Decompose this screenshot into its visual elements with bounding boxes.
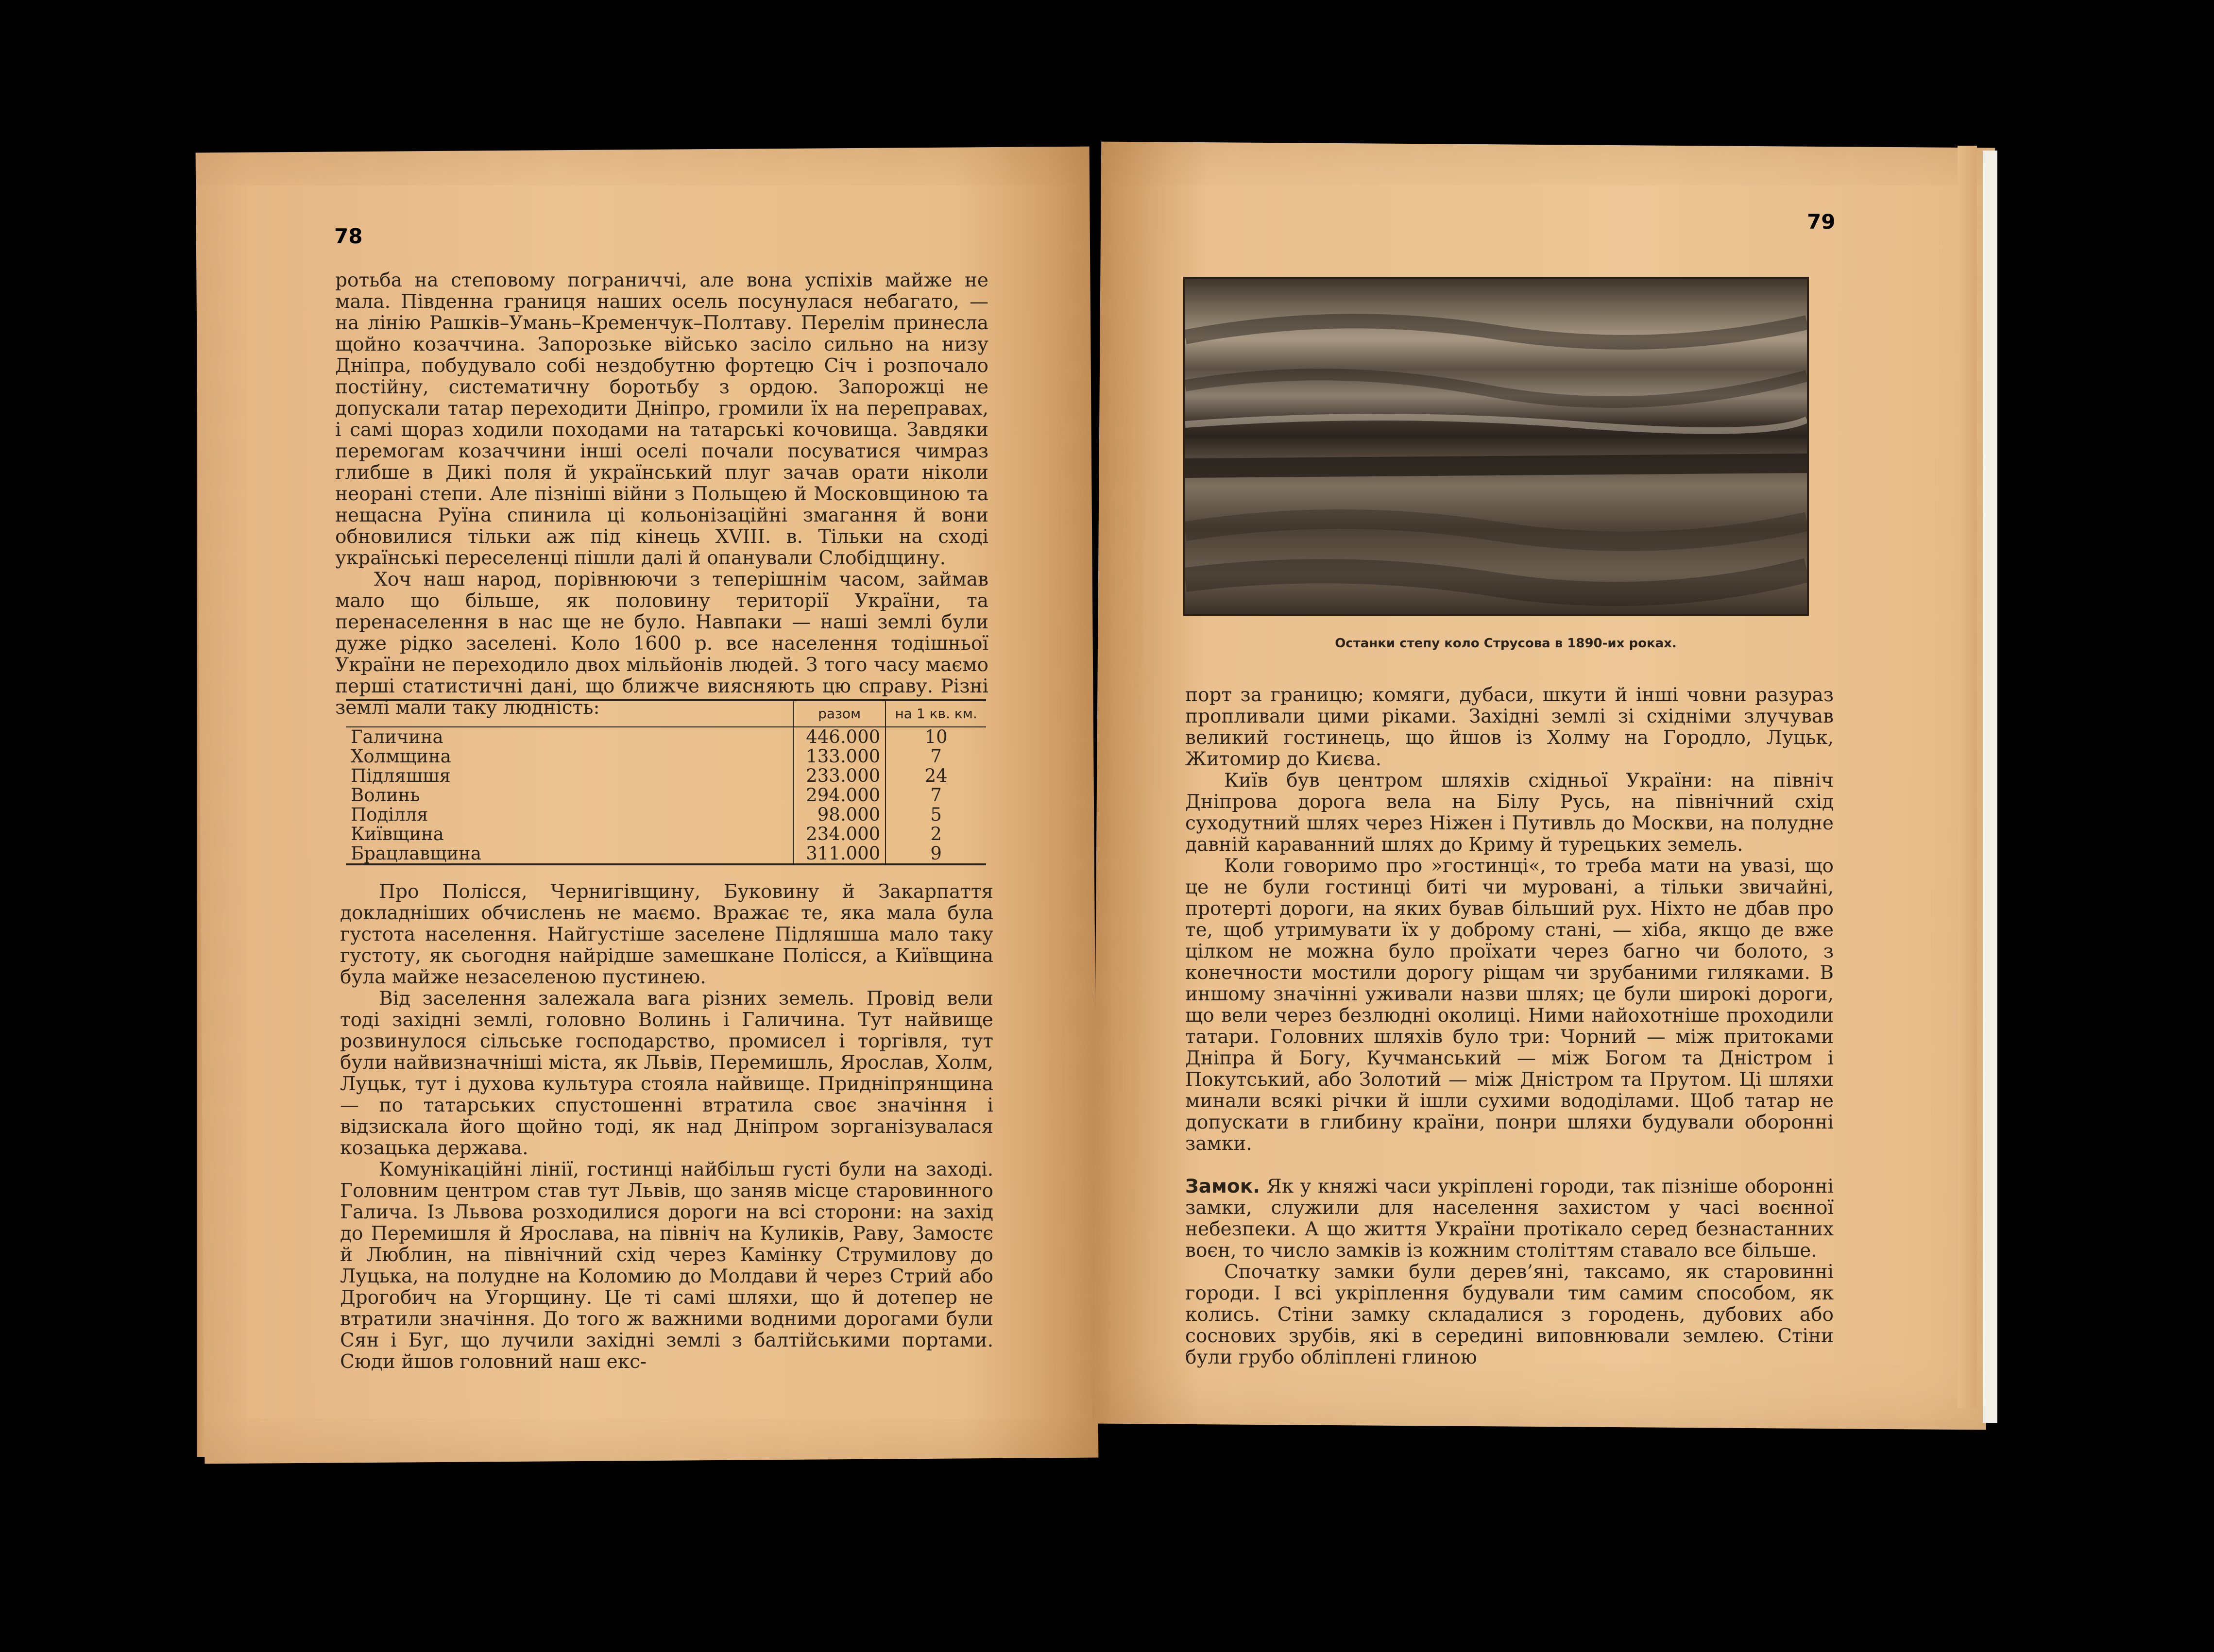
paragraph: Комунікаційні лінії, гостинці найбільш густі були на заході. Головним центром став тут Львів, що заняв місце старовинного Галича. Із Львова розходилися дороги на всі сторони: на захід до Перемишля й Ярослава, на північ на Куликів, Раву, Замостє й Люблин, на північний схід через Камінку Струмилову до Луцька, на полудне на Коломию до Молдави й через Стрий або Дрогобич на Угорщину. Це ті самі шляхи, що й дотепер не втратили значіння. До того ж важними водними дорогами були Сян і Буг, що лучили західні землі з балтійськими портами. Сюди йшов головний наш екс-	[340, 1159, 993, 1373]
paragraph: Від заселення залежала вага різних земель. Провід вели тоді західні землі, головно Волинь і Галичина. Тут найвище розвинулося сільське господарство, промисел і торгівля, тут були найвизначніші міста, як Львів, Перемишль, Ярослав, Холм, Луцьк, тут і духова культура стояла найвище. Придніпрянщина — по татарських спустошенні втратила своє значіння і відзискала його щойно тоді, як над Дніпром зорганізувалася козацька держава.	[340, 988, 993, 1159]
total-value: 133.000	[793, 747, 886, 766]
section-heading-zamok: Замок.	[1185, 1176, 1260, 1197]
paragraph: Про Полісся, Чернигівщину, Буковину й Закарпаття докладніших обчислень не маємо. Вражає те, яка мала була густота населення. Найгустіше заселене Підляшша мало таку густоту, як сьогодня найрідше замешкане Полісся, а Київщина була майже незаселеною пустинею.	[340, 881, 993, 988]
total-value: 233.000	[793, 766, 886, 786]
table-row	[346, 825, 986, 844]
right-text	[1185, 685, 1834, 1368]
paragraph-text: Як у княжі часи укріплені городи, так пізніше оборонні замки, служили для населення захистом у часі воєнної небезпеки. А що життя України протікало серед безнастанних воєн, то число замків із кожним століттям ставало все більше.	[1185, 1176, 1834, 1262]
region-name: Київщина	[351, 824, 444, 844]
density-value: 5	[930, 804, 942, 825]
paragraph	[1185, 1176, 1834, 1262]
region-name: Волинь	[351, 785, 420, 806]
paragraph: ротьба на степовому пограниччі, але вона успіхів майже не мала. Південна границя наших осель посунулася небагато, — на лінію Рашків–Умань–Кременчук–Полтаву. Перелім принесла щойно козаччина. Запорозьке військо засіло сильно на низу Дніпра, побудувало собі нездобутню фортецю Січ і розпочало постійну, систематичну боротьбу з ордою. Запорожці не допускали татар переходити Дніпро, громили їх на переправах, і самі щораз ходили походами на татарські кочовища. Завдяки перемогам козаччини інші оселі почали посуватися чимраз глибше в Дикі поля й український плуг зачав орати ніколи неорані степи. Але пізніші війни з Польщею й Московщиною та нещасна Руїна спинила ці кольонізаційні змагання й вони обновилися тільки аж під кінець XVIII. в. Тільки на сході українські переселенці пішли далі й опанували Слобідщину.	[335, 270, 988, 569]
paragraph: Коли говоримо про »гостинці«, то треба мати на увазі, що це не були гостинці биті чи муровані, а тільки звичайні, протерті дороги, на яких бував більший рух. Ніхто не дбав про те, щоб утримувати їх у доброму стані, — хіба, якщо де вже цілком не можна було проїхати через багно чи болото, з конечности мостили дорогу ріщам чи зрубаними гиляками. В иншому значінні уживали назви шлях; це були широкі дороги, що вели через безлюдні околиці. Ними найохотніше проходили татари. Головних шляхів було три: Чорний — між притоками Дніпра й Богу, Кучманський — між Богом та Дністром і Покутський, або Золотий — між Дністром та Прутом. Ці шляхи минали всякі річки й ішли сухими вододілами. Щоб татар не допускати в глибину країни, понри шляхи будували оборонні замки.	[1185, 855, 1834, 1155]
region-name: Підляшшя	[351, 765, 451, 786]
left-text-top	[335, 270, 988, 719]
table-header	[346, 700, 793, 727]
density-value: 7	[930, 746, 942, 767]
region-name: Поділля	[351, 804, 428, 825]
total-value: 98.000	[793, 805, 886, 825]
table-row	[346, 727, 986, 747]
photo-caption: Останки степу коло Струсова в 1890-их роках.	[1335, 636, 1677, 651]
left-text-bottom	[340, 881, 993, 1373]
population-table	[346, 699, 986, 865]
right-page-stack	[1958, 146, 1977, 1408]
total-value: 311.000	[793, 844, 886, 864]
paragraph: порт за границю; комяги, дубаси, шкути й інші човни разураз пропливали цими ріками. Західні землі зі східніми злучував великий гостинець, що йшов із Холму на Городло, Луцьк, Житомир до Києва.	[1185, 684, 1834, 770]
density-value: 9	[886, 844, 986, 864]
density-value: 7	[930, 785, 942, 806]
density-value: 24	[924, 765, 948, 786]
region-name: Галичина	[351, 726, 443, 747]
region-name: Брацлавщина	[346, 844, 793, 864]
table-row	[346, 786, 986, 805]
total-value: 446.000	[793, 727, 886, 747]
paragraph: Спочатку замки були дерев’яні, таксамо, як старовинні городи. І всі укріплення будували тим самим способом, як колись. Стіни замку складалися з городень, дубових або соснових зрубів, які в середині виповнювали землею. Стіни були грубо обліплені глиною	[1185, 1261, 1834, 1368]
total-value: 294.000	[793, 786, 886, 805]
paragraph: Хоч наш народ, порівнюючи з теперішнім часом, займав мало що більше, як половину території України, та перенаселення в нас ще не було. Навпаки — наші землі були дуже рідко заселені. Коло 1600 р. все населення тодішньої України не переходило двох мільйонів людей. З того часу маємо перші статистичні дані, що ближче виясняють цю справу. Різні землі мали таку людність:	[335, 569, 988, 719]
right-page-edge	[1983, 151, 1997, 1423]
steppe-photo	[1183, 277, 1809, 616]
region-name: Холмщина	[351, 746, 451, 767]
page-number-right: 79	[1807, 210, 1836, 234]
paragraph: Київ був центром шляхів східньої України: на північ Дніпрова дорога вела на Білу Русь, на північний схід суходутний шлях через Ніжен і Путивль до Москви, на полудне давній караванний шлях до Криму й турецьких земель.	[1185, 770, 1834, 856]
table-header: разом	[793, 700, 886, 727]
table-row	[346, 844, 986, 864]
density-value: 2	[930, 824, 942, 844]
table-row	[346, 747, 986, 766]
density-value: 10	[924, 726, 948, 747]
table-header: на 1 кв. км.	[886, 700, 986, 727]
table-row	[346, 805, 986, 825]
steppe-photo-texture	[1185, 279, 1807, 614]
page-number-left: 78	[334, 224, 363, 248]
table-row	[346, 766, 986, 786]
total-value: 234.000	[793, 825, 886, 844]
